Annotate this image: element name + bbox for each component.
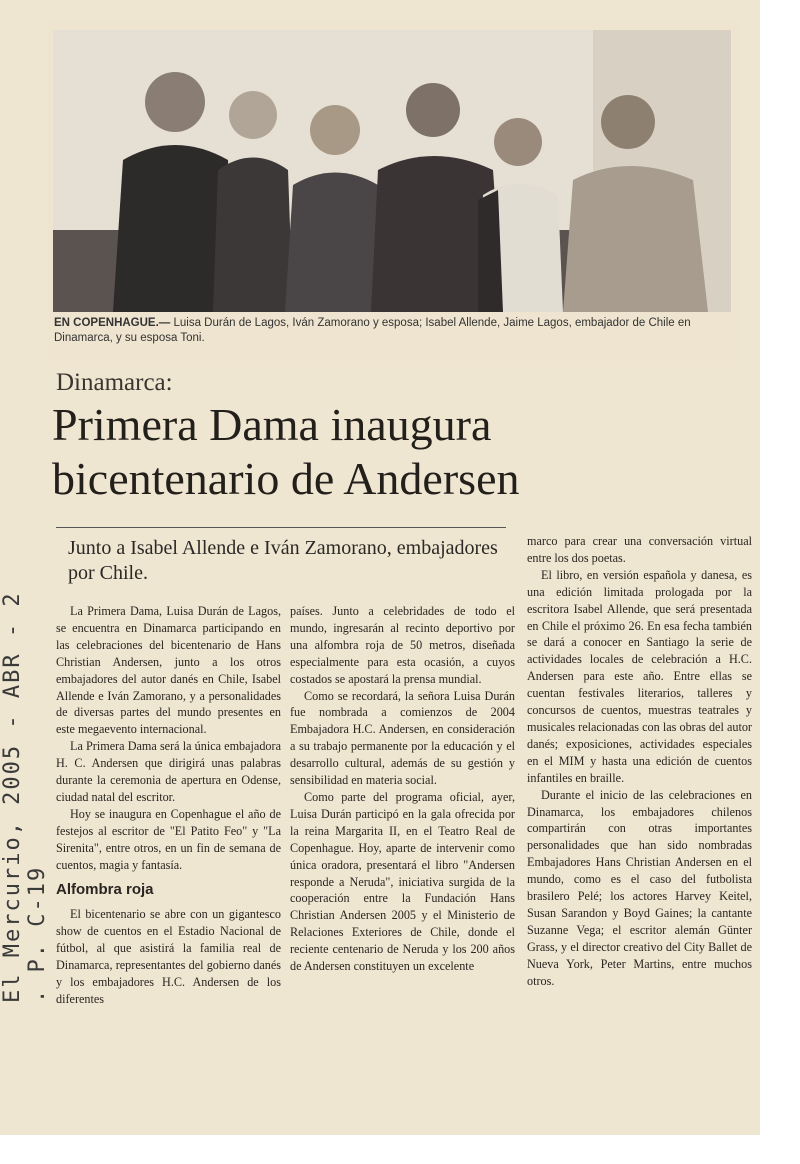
column-2 <box>290 603 515 975</box>
paragraph: Durante el inicio de las celebraciones en Dinamarca, los embajadores chilenos compartirán con otras importantes personalidades que han sido nombradas Embajadores Hans Christian Andersen en el mundo, como es el caso del futbolista brasilero Pelé; los actores Harvey Keitel, Susan Sarandon y Boyd Gaines; la cantante Suzanne Vega; el escritor alemán Günter Grass, y el director creativo del City Ballet de Nueva York, Peter Martins, entre muchos otros. <box>527 787 752 988</box>
paragraph: El libro, en versión española y danesa, es una edición limitada prologada por la escritora Isabel Allende, que será presentada en Chile el próximo 26. En esa fecha también se dará a conocer en Santiago la serie de actividades locales de celebración a H.C. Andersen para este año. Entre ellas se cuentan festivales literarios, talleres y concursos de cuentos, muestras teatrales y musicales relacionadas con las obras del autor danés; exposiciones, actividades especiales en el MIM y hasta una edición de cuentos infantiles en braille. <box>527 567 752 785</box>
photo-caption <box>54 316 744 346</box>
paragraph: La Primera Dama, Luisa Durán de Lagos, se encuentra en Dinamarca participando en las celebraciones del bicentenario de Hans Christian Andersen, junto a los otros embajadores del autor danés en Chile, Isabel Allende e Iván Zamorano, y a personalidades de diversas partes del mundo presentes en este megaevento internacional. <box>56 604 281 737</box>
handwritten-margin-note: El Mercurio, 2005 - ABR - 2 . P. C-19 <box>0 591 50 1003</box>
paragraph: países. Junto a celebridades de todo el mundo, ingresarán al recinto deportivo por una alfombra roja de 50 metros, diseñada especialmente para esta ocasión, a cuyos costados se apostará la prensa mundial. <box>290 604 515 686</box>
headline: Primera Dama inaugura bicentenario de Andersen <box>52 399 520 504</box>
deck: Junto a Isabel Allende e Iván Zamorano, embajadores por Chile. <box>68 537 498 584</box>
caption-text: Luisa Durán de Lagos, Iván Zamorano y esposa; Isabel Allende, Jaime Lagos, embajador de Chile en Dinamarca, y su esposa Toni. <box>54 317 691 344</box>
paragraph: Hoy se inaugura en Copenhague el año de festejos al escritor de "El Patito Feo" y "La Sirenita", entre otros, en un fin de semana de cuentos, magia y fantasía. <box>56 806 281 872</box>
column-3 <box>527 533 752 989</box>
paragraph: Como parte del programa oficial, ayer, Luisa Durán participó en la gala ofrecida por la reina Margarita II, en el Teatro Real de Copenhague. Hoy, aparte de intervenir como única oradora, presentará el libro "Andersen responde a Neruda", iniciativa surgida de la cooperación entre la Fundación Hans Christian Andersen 2005 y el Ministerio de Relaciones Exteriores de Chile, donde el reciente centenario de Neruda y los 200 años de Andersen constituyen un excelente <box>290 789 515 974</box>
paragraph: La Primera Dama será la única embajadora H. C. Andersen que dirigirá unas palabras durante la ceremonia de apertura en Odense, ciudad natal del escritor. <box>56 739 281 804</box>
caption-lead: EN COPENHAGUE.— <box>54 317 171 329</box>
paragraph: Como se recordará, la señora Luisa Durán fue nombrada a comienzos de 2004 Embajadora H.C. Andersen, en consideración a su trabajo permanente por la educación y el desarrollo cultural, además de su gestión y sensibilidad en materia social. <box>290 688 515 788</box>
group-photo <box>53 30 731 312</box>
column-1 <box>56 603 281 1008</box>
paragraph: marco para crear una conversación virtual entre los dos poetas. <box>527 534 752 565</box>
divider <box>56 527 506 528</box>
subheading: Alfombra roja <box>56 880 154 898</box>
paragraph: El bicentenario se abre con un gigantesco show de cuentos en el Estadio Nacional de fútbol, al que asistirá la familia real de Dinamarca, representantes del gobierno danés y los embajadores H.C. Andersen de los diferentes <box>56 907 281 1006</box>
kicker: Dinamarca: <box>56 369 173 396</box>
